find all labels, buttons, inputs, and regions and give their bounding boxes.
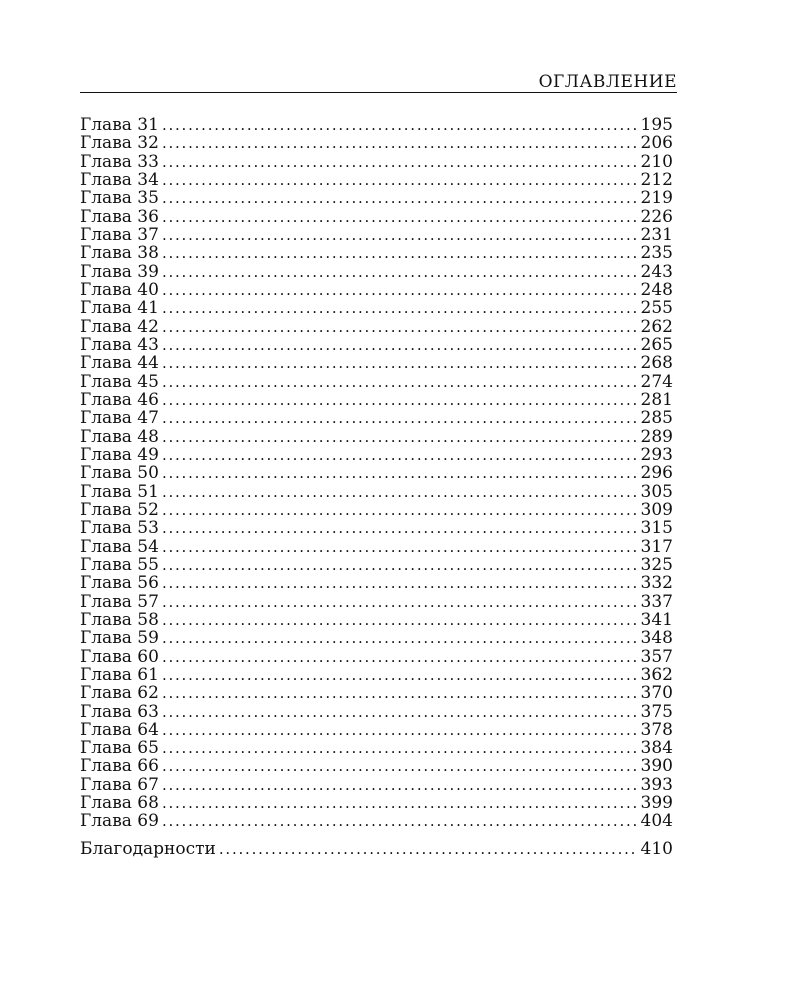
toc-entry-page: 289 [640,427,673,446]
toc-dot-leader [162,812,637,830]
toc-entry-label: Глава 40 [80,280,159,300]
toc-entry-label: Глава 61 [80,665,159,685]
toc-dot-leader [162,171,637,189]
toc-dot-leader [162,794,637,812]
toc-dot-leader [162,208,637,226]
toc-entry-page: 265 [640,335,673,355]
toc-entry [80,776,673,794]
toc-dot-leader [162,391,637,409]
toc-entry-label: Глава 31 [80,116,159,135]
toc-dot-leader [162,428,637,446]
toc-dot-leader [162,483,637,501]
toc-entry [80,812,673,830]
toc-entry-label: Глава 50 [80,464,159,483]
toc-entry-page: 309 [640,500,673,520]
toc-entry-page: 357 [640,647,673,666]
toc-entry-label: Глава 38 [80,244,159,263]
toc-entry [80,794,673,812]
toc-entry [80,336,673,354]
toc-dot-leader [162,666,637,684]
toc-entry [80,281,673,299]
toc-entry [80,409,673,427]
toc-dot-leader [162,721,637,739]
toc-entry [80,189,673,207]
toc-entry-label: Глава 68 [80,794,159,813]
toc-dot-leader [162,446,637,464]
toc-entry-label: Глава 52 [80,500,159,520]
toc-entry [80,629,673,647]
toc-entry-page: 378 [640,720,673,740]
toc-entry [80,703,673,721]
toc-entry-page: 337 [640,592,673,611]
toc-dot-leader [162,189,637,207]
toc-entry-page: 231 [640,225,673,245]
toc-dot-leader [162,501,637,519]
toc-dot-leader [162,703,637,721]
toc-entry-label: Глава 49 [80,445,159,465]
toc-entry-label: Глава 58 [80,610,159,630]
toc-entry-page: 370 [640,684,673,703]
toc-dot-leader [162,153,637,171]
toc-entry-page: 248 [640,280,673,300]
toc-entry-label: Глава 36 [80,207,159,226]
toc-dot-leader [162,739,637,757]
toc-entry-label: Глава 32 [80,134,159,153]
toc-entry-page: 375 [640,702,673,721]
toc-entry [80,171,673,189]
toc-entry [80,556,673,574]
toc-dot-leader [219,840,637,858]
toc-entry-page: 268 [640,354,673,373]
toc-entry-label: Глава 53 [80,519,159,538]
toc-dot-leader [162,336,637,354]
table-of-contents [80,116,673,858]
toc-entry-page: 332 [640,574,673,593]
toc-entry-label: Глава 47 [80,409,159,428]
toc-entry-page: 195 [640,116,673,135]
toc-entry-label: Благодарности [80,839,216,859]
toc-entry-page: 255 [640,299,673,318]
toc-entry-page: 226 [640,207,673,226]
toc-entry-label: Глава 55 [80,555,159,575]
toc-dot-leader [162,611,637,629]
toc-entry [80,538,673,556]
toc-entry [80,428,673,446]
toc-entry [80,153,673,171]
toc-entry-label: Глава 39 [80,262,159,281]
toc-entry-label: Глава 51 [80,482,159,501]
toc-entry [80,501,673,519]
toc-entry-label: Глава 66 [80,757,159,776]
toc-entry [80,757,673,775]
toc-entry-page: 384 [640,739,673,758]
toc-entry-page: 410 [640,839,673,859]
toc-entry-page: 243 [640,262,673,281]
toc-entry [80,318,673,336]
toc-dot-leader [162,116,637,134]
toc-entry [80,391,673,409]
toc-dot-leader [162,519,637,537]
running-head: ОГЛАВЛЕНИЕ [538,72,677,92]
toc-entry [80,116,673,134]
toc-dot-leader [162,648,637,666]
toc-entry-page: 210 [640,152,673,171]
toc-entry [80,208,673,226]
toc-entry [80,226,673,244]
toc-entry-label: Глава 42 [80,317,159,336]
toc-entry-page: 219 [640,189,673,208]
toc-dot-leader [162,354,637,372]
toc-entry [80,299,673,317]
toc-dot-leader [162,409,637,427]
toc-entry-page: 315 [640,519,673,538]
toc-entry [80,739,673,757]
toc-dot-leader [162,464,637,482]
toc-entry [80,519,673,537]
toc-chapter-list [80,116,673,831]
toc-entry-page: 341 [640,610,673,630]
toc-entry [80,666,673,684]
toc-entry-page: 296 [640,464,673,483]
toc-entry [80,721,673,739]
header-rule [80,92,677,93]
toc-entry-label: Глава 46 [80,390,159,410]
toc-entry-acknowledgements [80,840,673,858]
toc-dot-leader [162,593,637,611]
toc-entry [80,593,673,611]
toc-entry-label: Глава 43 [80,335,159,355]
toc-entry-page: 206 [640,134,673,153]
toc-entry [80,464,673,482]
toc-entry-label: Глава 48 [80,427,159,446]
toc-entry [80,574,673,592]
toc-dot-leader [162,684,637,702]
toc-entry-page: 393 [640,775,673,795]
toc-entry [80,244,673,262]
toc-entry-page: 281 [640,390,673,410]
toc-entry-page: 235 [640,244,673,263]
toc-entry-label: Глава 37 [80,225,159,245]
toc-entry-label: Глава 62 [80,684,159,703]
toc-entry-label: Глава 44 [80,354,159,373]
toc-entry-page: 262 [640,317,673,336]
toc-entry [80,373,673,391]
toc-entry-page: 325 [640,555,673,575]
toc-entry-label: Глава 59 [80,629,159,648]
toc-entry-label: Глава 54 [80,537,159,556]
toc-entry-label: Глава 45 [80,372,159,391]
toc-entry-page: 362 [640,665,673,685]
toc-entry [80,134,673,152]
toc-entry-label: Глава 41 [80,299,159,318]
toc-entry-label: Глава 33 [80,152,159,171]
toc-dot-leader [162,226,637,244]
toc-dot-leader [162,629,637,647]
toc-dot-leader [162,574,637,592]
book-page [80,0,677,1000]
toc-entry-page: 293 [640,445,673,465]
toc-entry-label: Глава 65 [80,739,159,758]
toc-entry [80,263,673,281]
toc-dot-leader [162,281,637,299]
toc-entry-page: 399 [640,794,673,813]
toc-entry-label: Глава 57 [80,592,159,611]
toc-dot-leader [162,538,637,556]
toc-dot-leader [162,373,637,391]
toc-entry [80,354,673,372]
toc-dot-leader [162,263,637,281]
toc-entry-label: Глава 34 [80,170,159,190]
toc-entry-page: 285 [640,409,673,428]
toc-entry-page: 348 [640,629,673,648]
toc-entry-label: Глава 60 [80,647,159,666]
toc-dot-leader [162,776,637,794]
toc-entry-page: 317 [640,537,673,556]
toc-entry [80,648,673,666]
toc-entry-page: 390 [640,757,673,776]
toc-entry-label: Глава 64 [80,720,159,740]
toc-dot-leader [162,299,637,317]
toc-entry [80,446,673,464]
toc-dot-leader [162,134,637,152]
toc-entry-page: 305 [640,482,673,501]
toc-entry-label: Глава 56 [80,574,159,593]
toc-entry [80,483,673,501]
toc-dot-leader [162,244,637,262]
toc-dot-leader [162,556,637,574]
toc-entry [80,611,673,629]
toc-dot-leader [162,318,637,336]
toc-entry [80,684,673,702]
toc-entry-label: Глава 67 [80,775,159,795]
toc-entry-page: 212 [640,170,673,190]
toc-dot-leader [162,757,637,775]
toc-entry-label: Глава 69 [80,812,159,831]
toc-entry-label: Глава 35 [80,189,159,208]
toc-entry-page: 404 [640,812,673,831]
toc-entry-label: Глава 63 [80,702,159,721]
toc-entry-page: 274 [640,372,673,391]
